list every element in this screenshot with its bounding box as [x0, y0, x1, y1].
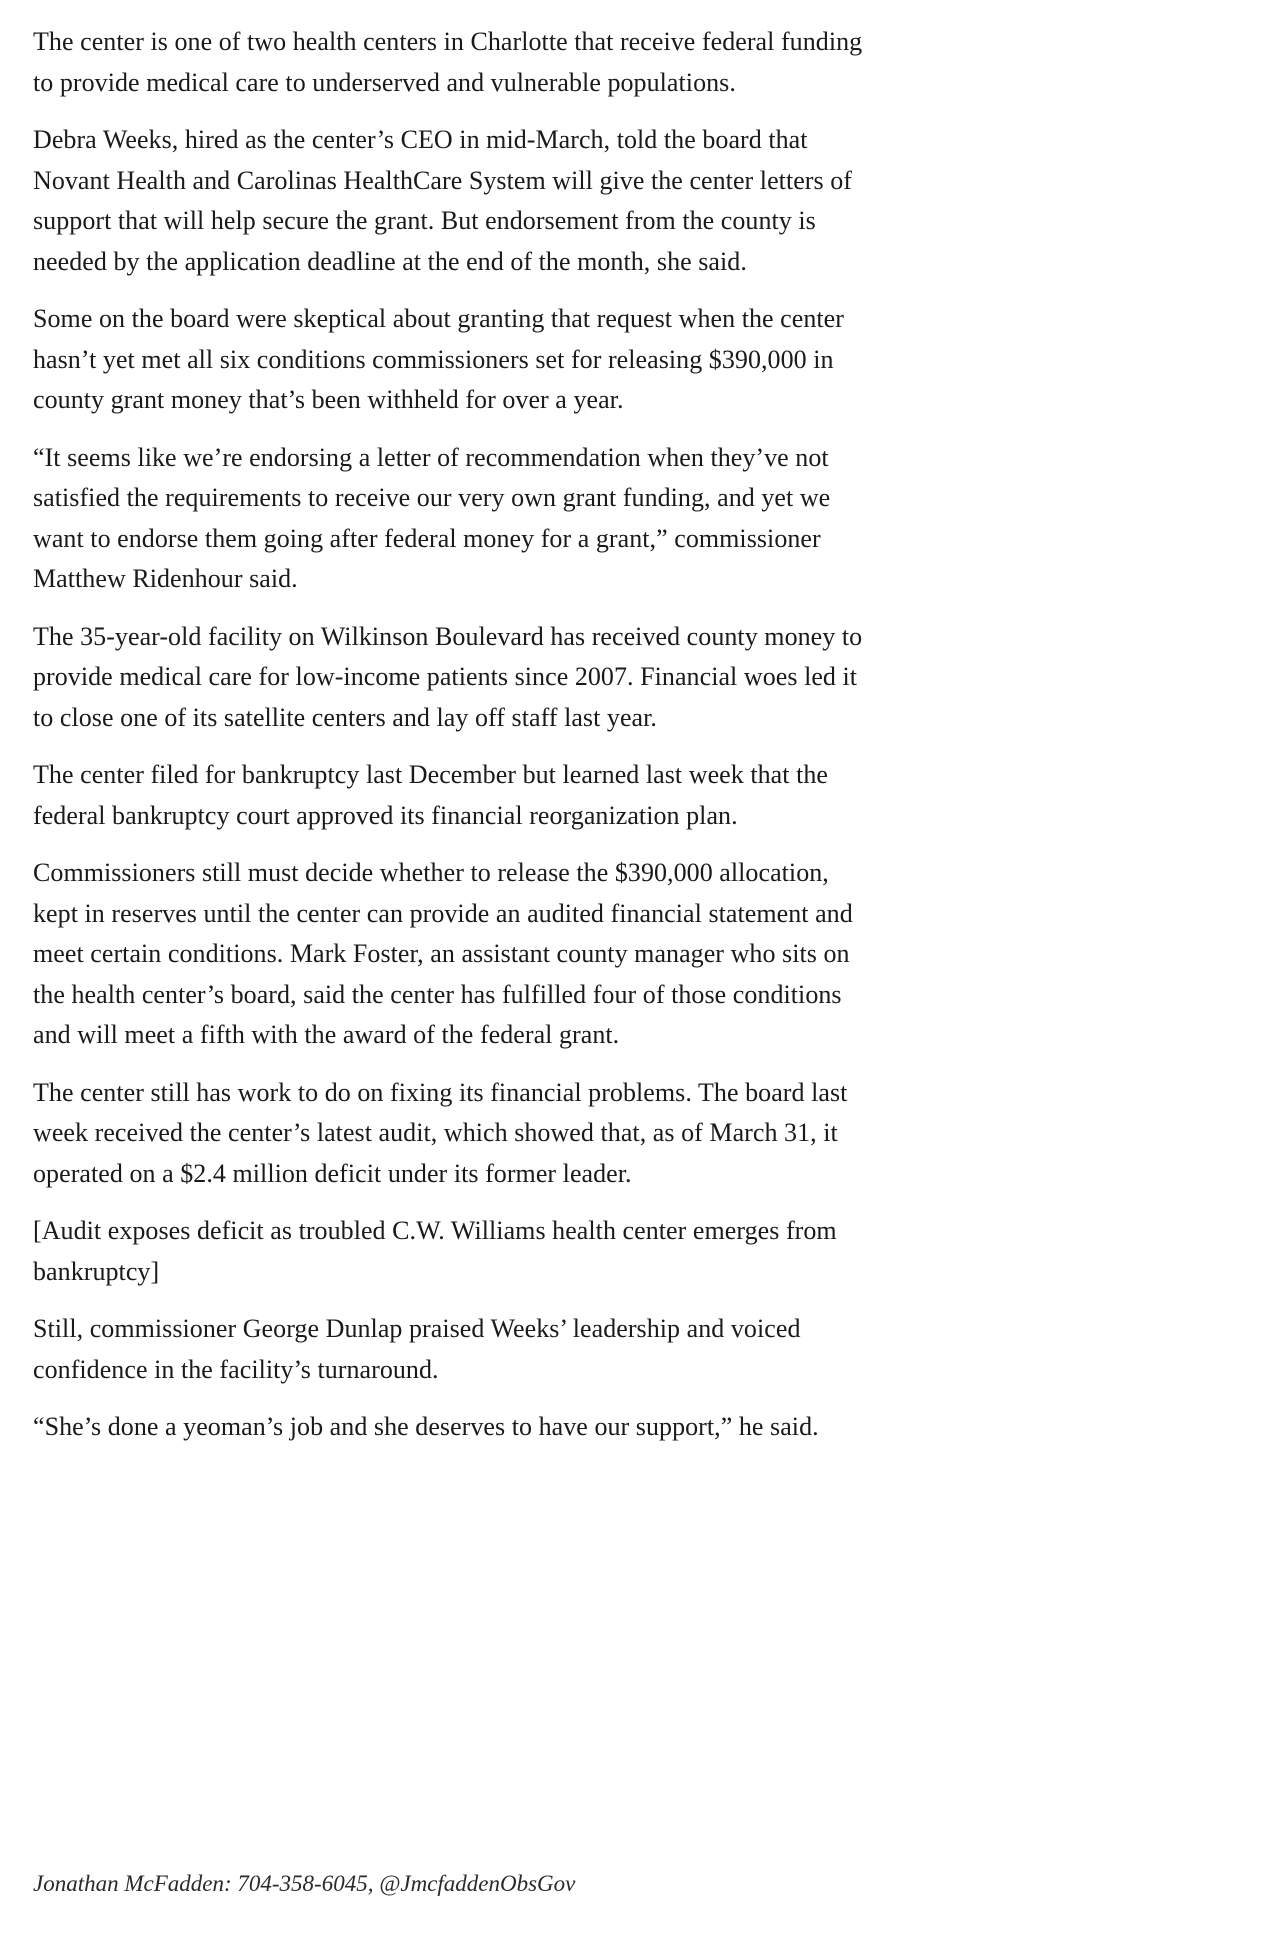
article-body [33, 22, 863, 1465]
paragraph-audit-deficit: The center still has work to do on fixing its financial problems. The board last week received the center’s latest audit, which showed that, as of March 31, it operated on a $2.4 million deficit under its former leader. [33, 1077, 848, 1188]
paragraph-ridenhour-quote: “It seems like we’re endorsing a letter of recommendation when they’ve not satisfied the requirements to receive our very own grant funding, and yet we want to endorse them going after federal money for a grant,” commissioner Matthew Ridenhour said. [33, 442, 831, 593]
related-article-link[interactable]: [Audit exposes deficit as troubled C.W. Williams health center emerges from bankruptcy] [33, 1216, 837, 1286]
paragraph-board-skeptical: Some on the board were skeptical about granting that request when the center hasn’t yet met all six conditions commissioners set for releasing $390,000 in county grant money that’s been withheld for over a year. [33, 304, 844, 414]
paragraph-dunlap-praise: Still, commissioner George Dunlap praised Weeks’ leadership and voiced confidence in the facility’s turnaround. [33, 1314, 801, 1384]
paragraph-facility-history: The 35-year-old facility on Wilkinson Boulevard has received county money to provide medical care for low-income patients since 2007. Financial woes led it to close one of its satellite centers and lay off staff last year. [33, 621, 863, 732]
paragraph-ceo-letters-of-support: Debra Weeks, hired as the center’s CEO in mid-March, told the board that Novant Health and Carolinas HealthCare System will give the center letters of support that will help secure the grant. But endorsement from the county is needed by the application deadline at the end of the month, she said. [33, 125, 852, 276]
paragraph-dunlap-quote: “She’s done a yeoman’s job and she deserves to have our support,” he said. [33, 1412, 819, 1441]
paragraph-bankruptcy: The center filed for bankruptcy last December but learned last week that the federal bankruptcy court approved its financial reorganization plan. [33, 760, 829, 830]
author-byline: Jonathan McFadden: 704-358-6045, @JmcfaddenObsGov [33, 1871, 576, 1896]
paragraph-federal-funding: The center is one of two health centers in Charlotte that receive federal funding to provide medical care to underserved and vulnerable populations. [33, 27, 863, 97]
paragraph-allocation-conditions: Commissioners still must decide whether to release the $390,000 allocation, kept in reserves until the center can provide an audited financial statement and meet certain conditions. Mark Foster, an assistant county manager who sits on the health center’s board, said the center has fulfilled four of those conditions and will meet a fifth with the award of the federal grant. [33, 858, 853, 1049]
